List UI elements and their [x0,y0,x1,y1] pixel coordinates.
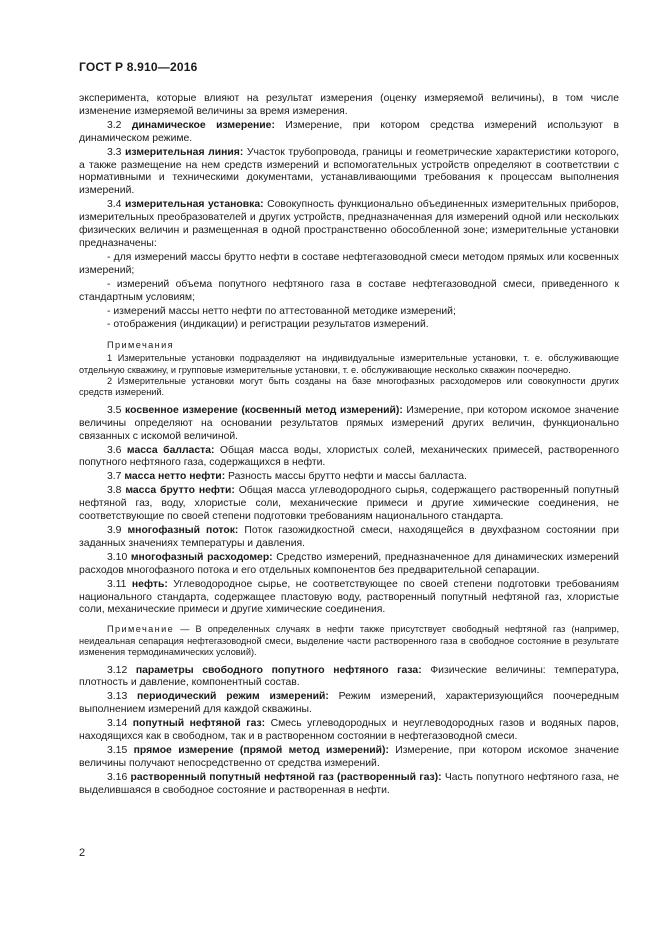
list-item: - измерений объема попутного нефтяного газа в составе нефтегазоводной смеси, приведенного к стандартным условиям; [79,278,619,303]
definition-3-16: 3.16 растворенный попутный нефтяной газ (растворенный газ): Часть попутного нефтяного газа, не выделившаяся в свободное состояние и растворенная в нефти. [79,771,619,796]
definition-3-15: 3.15 прямое измерение (прямой метод измерений): Измерение, при котором искомое значение величины получают непосредственно от средства измерений. [79,745,619,769]
definition-3-4: 3.4 измерительная установка: Совокупность функционально объединенных измерительных приборов, измерительных преобразователей и других устройств, предназначенная для измерений одной или нескольких физических величин и размещенная в одной пространственно обособленной зоне; измерительные установки предназначены: [79,199,619,249]
paragraph-continuation: эксперимента, которые влияют на результат измерения (оценку измеряемой величины), в том числе изменение измеряемой величины за время измерения. [79,93,619,117]
definition-3-9: 3.9 многофазный поток: Поток газожидкостной смеси, находящейся в двухфазном состоянии при заданных значениях температуры и давления. [79,525,620,549]
document-header: ГОСТ Р 8.910—2016 [79,60,198,74]
definition-3-12: 3.12 параметры свободного попутного нефтяного газа: Физические величины: температура, плотность и давление, компонентный состав. [79,664,619,689]
definition-3-2: 3.2 динамическое измерение: Измерение, при котором средства измерений используют в динамическом режиме. [79,119,619,144]
list-item: - измерений массы нетто нефти по аттестованной методике измерений; [107,305,456,317]
definition-3-3: 3.3 измерительная линия: Участок трубопровода, границы и геометрические характеристики которого, а также размещение на нем средств измерений и вспомогательных устройств определяют в соответствии с нормативными и техническими документами, устанавливающими требования к процессам выполнения измерений. [79,146,619,197]
list-item: - для измерений массы брутто нефти в составе нефтегазоводной смеси методом прямых или косвенных измерений; [79,251,619,276]
definition-3-5: 3.5 косвенное измерение (косвенный метод измерений): Измерение, при котором искомое значение величины определяют на основании результатов прямых измерений других величин, функционально связанных с искомой величиной. [79,404,619,442]
note-item: 1 Измерительные установки подразделяют на индивидуальные измерительные установки, т. е. обслуживающие отдельную скважину, и групповые измерительные установки, т. е. обслуживающие несколько скважин поочередно. [79,353,619,375]
definition-3-10: 3.10 многофазный расходомер: Средство измерений, предназначенное для динамических измерений расходов многофазного потока и его отдельных компонентов без предварительной сепарации. [79,551,619,576]
definition-3-6: 3.6 масса балласта: Общая масса воды, хлористых солей, механических примесей, растворенного попутного нефтяного газа, содержащихся в нефти. [79,444,619,469]
definition-3-14: 3.14 попутный нефтяной газ: Смесь углеводородных и неуглеводородных газов и водяных паров, находящихся как в свободном, так и в растворенном состоянии в нефтегазоводной смеси. [79,718,619,743]
page-number: 2 [79,847,86,859]
list-item: - отображения (индикации) и регистрации результатов измерений. [107,319,429,331]
note-item: 2 Измерительные установки могут быть созданы на базе многофазных расходомеров или совокупности других средств измерений. [79,376,619,398]
definition-3-7: 3.7 масса нетто нефти: Разность массы брутто нефти и массы балласта. [107,471,467,483]
document-body [79,93,619,799]
definition-3-11: 3.11 нефть: Углеводородное сырье, не соответствующее по своей степени подготовки требованиям национального стандарта, содержащее пластовую воду, растворенный попутный нефтяной газ, хлористые соли, механические примеси и другие химические соединения. [79,578,620,616]
note-3-11: Примечание — В определенных случаях в нефти также присутствует свободный нефтяной газ (например, неидеальная сепарация нефтегазоводной смеси, выделение части растворенного газа в свободное состояние в результате изменения термодинамических условий). [79,624,619,658]
definition-3-8: 3.8 масса брутто нефти: Общая масса углеводородного сырья, содержащего растворенный попутный нефтяной газ, воду, хлористые соли, механические примеси и другие химические соединения, не соответствующие по своей степени подготовки требованиям национального стандарта. [79,485,619,523]
notes-heading: Примечания [107,340,175,351]
definition-3-13: 3.13 периодический режим измерений: Режим измерений, характеризующийся поочередным выполнением измерений для каждой скважины. [79,691,619,716]
